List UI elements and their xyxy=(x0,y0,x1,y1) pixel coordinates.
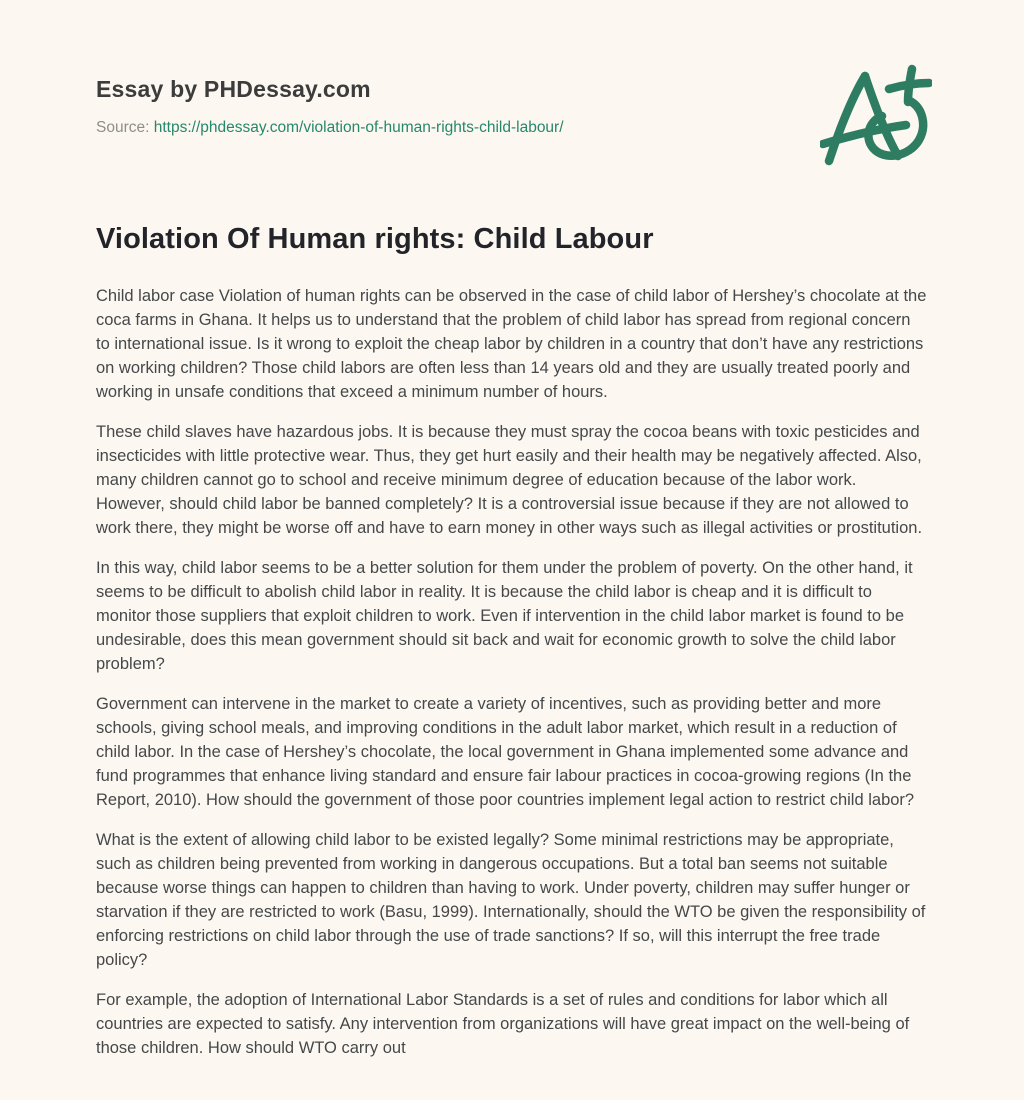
source-label: Source: xyxy=(96,119,150,136)
phdessay-logo xyxy=(820,64,932,168)
source-line xyxy=(96,119,928,137)
essay-paragraph: These child slaves have hazardous jobs. It is because they must spray the cocoa beans with toxic pesticides and insecticides with little protective wear. Thus, they get hurt easily and their health may be negatively affected. Also, many children cannot go to school and receive minimum degree of education because of the labor work. However, should child labor be banned completely? It is a controversial issue because if they are not allowed to work there, they might be worse off and have to earn money in other ways such as illegal activities or prostitution. xyxy=(96,423,923,537)
essay-paragraph: Child labor case Violation of human rights can be observed in the case of child labor of Hershey’s chocolate at the coca farms in Ghana. It helps us to understand that the problem of child labor has spread from regional concern to international issue. Is it wrong to exploit the cheap labor by children in a country that don’t have any restrictions on working children? Those child labors are often less than 14 years old and they are usually treated poorly and working in unsafe conditions that exceed a minimum number of hours. xyxy=(96,287,927,401)
essay-byline: Essay by PHDessay.com xyxy=(96,76,371,102)
source-url-link[interactable]: https://phdessay.com/violation-of-human-rights-child-labour/ xyxy=(153,119,564,136)
essay-paragraph: In this way, child labor seems to be a better solution for them under the problem of poverty. On the other hand, it seems to be difficult to abolish child labor in reality. It is because the child labor is cheap and it is difficult to monitor those suppliers that exploit children to work. Even if intervention in the child labor market is found to be undesirable, does this mean government should sit back and wait for economic growth to solve the child labor problem? xyxy=(96,559,913,673)
essay-body xyxy=(96,284,928,1060)
essay-title: Violation Of Human rights: Child Labour xyxy=(96,223,654,255)
essay-paragraph: Government can intervene in the market to create a variety of incentives, such as providing better and more schools, giving school meals, and improving conditions in the adult labor market, which result in a reduction of child labor. In the case of Hershey’s chocolate, the local government in Ghana implemented some advance and fund programmes that enhance living standard and ensure fair labour practices in cocoa-growing regions (In the Report, 2010). How should the government of those poor countries implement legal action to restrict child labor? xyxy=(96,695,915,809)
a-plus-logo-icon xyxy=(820,64,932,168)
essay-paragraph: What is the extent of allowing child labor to be existed legally? Some minimal restrictions may be appropriate, such as children being prevented from working in dangerous occupations. But a total ban seems not suitable because worse things can happen to children than having to work. Under poverty, children may suffer hunger or starvation if they are restricted to work (Basu, 1999). Internationally, should the WTO be given the responsibility of enforcing restrictions on child labor through the use of trade sanctions? If so, will this interrupt the free trade policy? xyxy=(96,831,926,969)
essay-paragraph: For example, the adoption of International Labor Standards is a set of rules and conditions for labor which all countries are expected to satisfy. Any intervention from organizations will have great impact on the well-being of those children. How should WTO carry out xyxy=(96,991,910,1057)
